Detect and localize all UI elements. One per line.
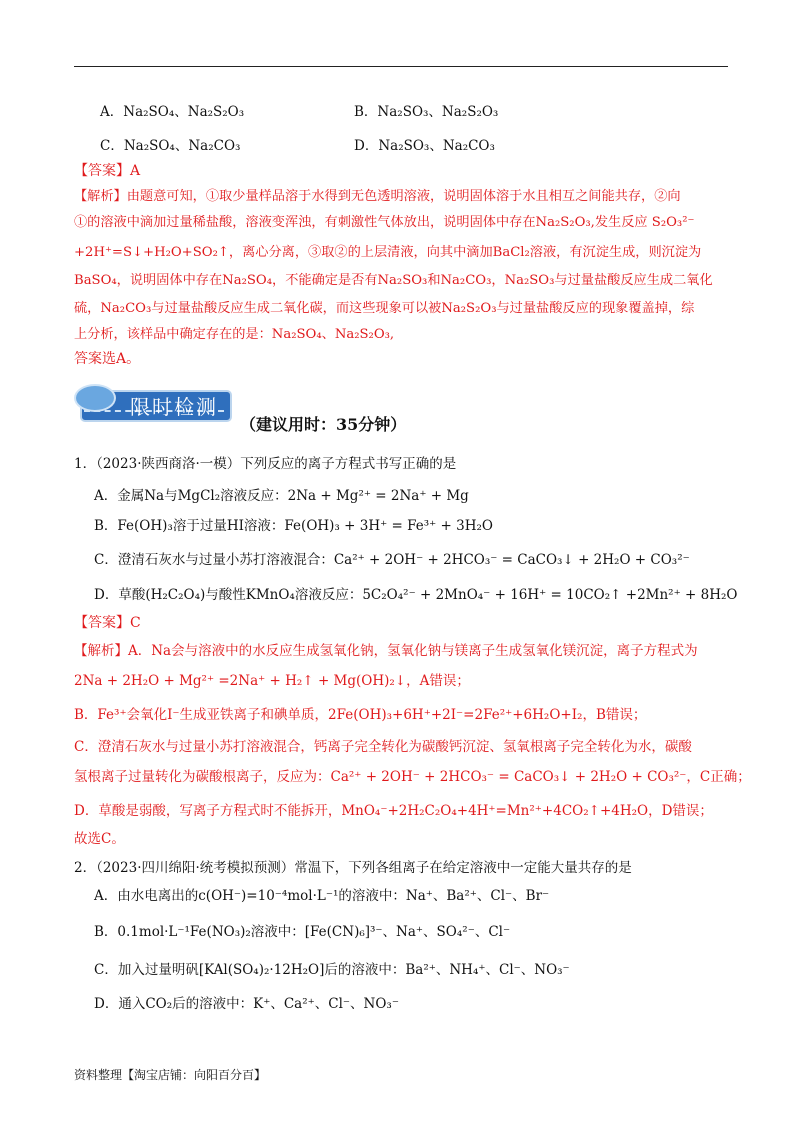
analysis-line: 上分析，该样品中确定存在的是：Na₂SO₄、Na₂S₂O₃, bbox=[74, 327, 395, 342]
option-d: D．Na₂SO₃、Na₂CO₃ bbox=[354, 138, 495, 154]
analysis-line: B．Fe³⁺会氧化I⁻生成亚铁离子和碘单质，2Fe(OH)₃+6H⁺+2I⁻=2Fe²⁺+6H₂O+I₂，B错误； bbox=[74, 707, 647, 723]
section-banner bbox=[74, 384, 234, 428]
analysis-line: 氢根离子过量转化为碳酸根离子，反应为：Ca²⁺ + 2OH⁻ + 2HCO₃⁻ = CaCO₃↓ + 2H₂O + CO₃²⁻，C正确； bbox=[74, 769, 751, 785]
q2-option-c: C．加入过量明矾[KAl(SO₄)₂·12H₂O]后的溶液中：Ba²⁺、NH₄⁺、Cl⁻、NO₃⁻ bbox=[94, 962, 570, 978]
analysis-line: 硫，Na₂CO₃与过量盐酸反应生成二氧化碳，而这些现象可以被Na₂S₂O₃与过量盐酸反应的现象覆盖掉，综 bbox=[74, 301, 695, 316]
q2-option-a: A．由水电离出的c(OH⁻)=10⁻⁴mol·L⁻¹的溶液中：Na⁺、Ba²⁺、Cl⁻、Br⁻ bbox=[94, 888, 550, 904]
banner-title: 限时检测 bbox=[130, 395, 218, 419]
question-stem: 1．（2023·陕西商洛·一模）下列反应的离子方程式书写正确的是 bbox=[74, 456, 457, 472]
analysis-line: ①的溶液中滴加过量稀盐酸，溶液变浑浊，有刺激性气体放出，说明固体中存在Na₂S₂O₃,发生反应 S₂O₃²⁻ bbox=[74, 215, 695, 230]
analysis-line: 【解析】A．Na会与溶液中的水反应生成氢氧化钠，氢氧化钠与镁离子生成氢氧化镁沉淀，离子方程式为 bbox=[74, 643, 698, 659]
analysis-line: BaSO₄，说明固体中存在Na₂SO₄，不能确定是否有Na₂SO₃和Na₂CO₃，Na₂SO₃与过量盐酸反应生成二氧化 bbox=[74, 273, 713, 288]
conclusion: 答案选A。 bbox=[74, 351, 141, 367]
q2-option-d: D．通入CO₂后的溶液中：K⁺、Ca²⁺、Cl⁻、NO₃⁻ bbox=[94, 996, 399, 1012]
answer-label: 【答案】A bbox=[74, 163, 141, 179]
top-rule bbox=[74, 66, 728, 67]
footer-note: 资料整理【淘宝店铺：向阳百分百】 bbox=[74, 1068, 267, 1082]
option-c: C．Na₂SO₄、Na₂CO₃ bbox=[100, 138, 241, 154]
answer-label: 【答案】C bbox=[74, 615, 141, 631]
time-hint: （建议用时：35分钟） bbox=[240, 415, 407, 434]
q2-option-b: B．0.1mol·L⁻¹Fe(NO₃)₂溶液中：[Fe(CN)₆]³⁻、Na⁺、SO₄²⁻、Cl⁻ bbox=[94, 924, 511, 940]
analysis-line: 故选C。 bbox=[74, 831, 125, 847]
question-stem: 2．（2023·四川绵阳·统考模拟预测）常温下，下列各组离子在给定溶液中一定能大量共存的是 bbox=[74, 860, 632, 876]
analysis-line: +2H⁺=S↓+H₂O+SO₂↑，离心分离，③取②的上层清液，向其中滴加BaCl₂溶液，有沉淀生成，则沉淀为 bbox=[74, 245, 702, 260]
dolphin-icon bbox=[74, 384, 116, 412]
option-a: A．Na₂SO₄、Na₂S₂O₃ bbox=[100, 104, 245, 120]
analysis-line: 【解析】由题意可知，①取少量样品溶于水得到无色透明溶液，说明固体溶于水且相互之间能共存，②向 bbox=[74, 189, 681, 204]
q1-option-a: A．金属Na与MgCl₂溶液反应：2Na + Mg²⁺ = 2Na⁺ + Mg bbox=[94, 488, 469, 504]
analysis-line: C．澄清石灰水与过量小苏打溶液混合，钙离子完全转化为碳酸钙沉淀、氢氧根离子完全转化为水，碳酸 bbox=[74, 739, 692, 755]
option-b: B．Na₂SO₃、Na₂S₂O₃ bbox=[354, 104, 499, 120]
q1-option-c: C．澄清石灰水与过量小苏打溶液混合：Ca²⁺ + 2OH⁻ + 2HCO₃⁻ = CaCO₃↓ + 2H₂O + CO₃²⁻ bbox=[94, 552, 690, 568]
q1-option-d: D．草酸(H₂C₂O₄)与酸性KMnO₄溶液反应：5C₂O₄²⁻ + 2MnO₄⁻ + 16H⁺ = 10CO₂↑ +2Mn²⁺ + 8H₂O bbox=[94, 587, 738, 603]
analysis-line: D．草酸是弱酸，写离子方程式时不能拆开，MnO₄⁻+2H₂C₂O₄+4H⁺=Mn²⁺+4CO₂↑+4H₂O，D错误； bbox=[74, 803, 713, 819]
analysis-line: 2Na + 2H₂O + Mg²⁺ =2Na⁺ + H₂↑ + Mg(OH)₂↓，A错误； bbox=[74, 673, 470, 689]
q1-option-b: B．Fe(OH)₃溶于过量HI溶液：Fe(OH)₃ + 3H⁺ = Fe³⁺ + 3H₂O bbox=[94, 518, 494, 534]
